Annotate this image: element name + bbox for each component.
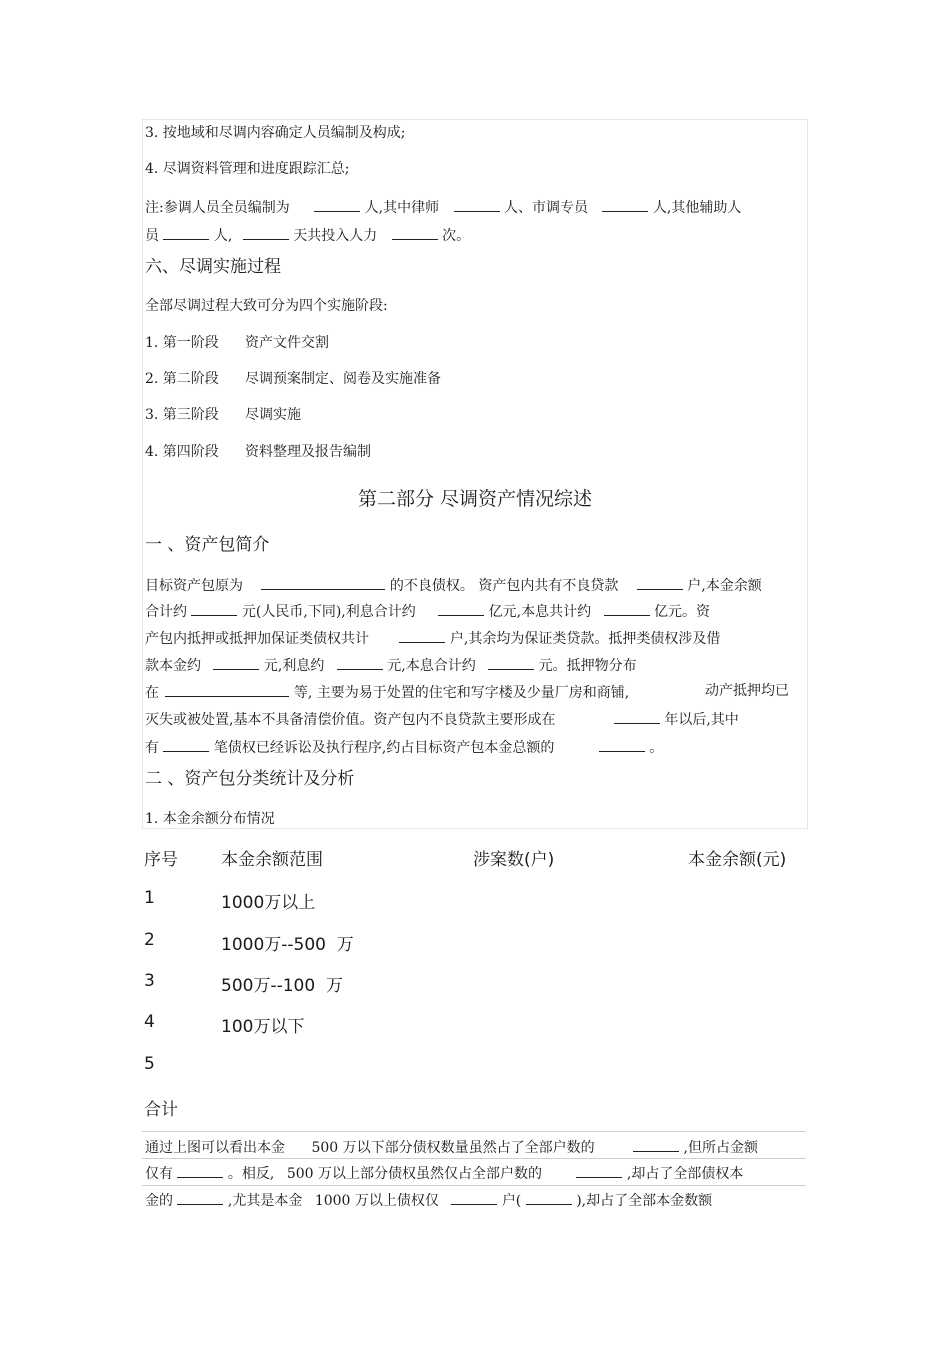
- para-text: ,但所占金额: [683, 1140, 758, 1156]
- blank-field[interactable]: [454, 197, 500, 212]
- table-header-count: 涉案数(户): [473, 850, 555, 870]
- para-text: 亿元,本息共计约: [488, 604, 592, 620]
- note-text: 人,其他辅助人: [652, 200, 742, 216]
- stage-item: [145, 443, 805, 461]
- stage-number: 4. 第四阶段: [145, 444, 219, 460]
- para-text: ,尤其是本金: [227, 1193, 303, 1209]
- blank-field[interactable]: [163, 737, 209, 752]
- para-text: 等, 主要为易于处置的住宅和写字楼及少量厂房和商铺,: [293, 685, 630, 701]
- blank-field[interactable]: [438, 601, 484, 616]
- para-text: 灭失或被处置,基本不具备清偿价值。资产包内不良贷款主要形成在: [145, 712, 556, 728]
- note-text: 注:参调人员全员编制为: [145, 200, 290, 216]
- blank-field[interactable]: [488, 655, 534, 670]
- blank-field[interactable]: [163, 225, 209, 240]
- stage-item: [145, 406, 805, 424]
- note-text: 人、市调专员: [503, 200, 588, 216]
- blank-field[interactable]: [637, 575, 683, 590]
- para-text: 的不良债权。 资产包内共有不良贷款: [389, 578, 619, 594]
- para-text: ),却占了全部本金数额: [576, 1193, 713, 1209]
- para-text: 有: [145, 740, 159, 756]
- blank-field[interactable]: [602, 197, 648, 212]
- para-text: 500 万以下部分债权数量虽然占了全部户数的: [311, 1140, 595, 1156]
- note-text: 员: [145, 228, 159, 244]
- para-text: 年以后,其中: [664, 712, 739, 728]
- blank-field[interactable]: [243, 225, 289, 240]
- para-line: [145, 737, 805, 757]
- para-text: 通过上图可以看出本金: [145, 1140, 285, 1156]
- staff-note-line-2: [145, 225, 805, 245]
- para-text: 500 万以上部分债权虽然仅占全部户数的: [286, 1166, 542, 1182]
- table-total: 合计: [144, 1100, 178, 1120]
- para-text: 仅有: [145, 1166, 173, 1182]
- para-text: 产包内抵押或抵押加保证类债权共计: [145, 631, 369, 647]
- para-line: [145, 628, 805, 648]
- list-item: 3. 按地域和尽调内容确定人员编制及构成;: [145, 125, 406, 141]
- para-text: 。: [649, 740, 664, 756]
- blank-field[interactable]: [261, 575, 385, 590]
- table-header-range: 本金余额范围: [221, 850, 323, 870]
- table-row-no: 5: [144, 1054, 155, 1074]
- blank-field[interactable]: [599, 737, 645, 752]
- blank-field[interactable]: [604, 601, 650, 616]
- stage-number: 3. 第三阶段: [145, 407, 219, 423]
- para-line: [145, 682, 805, 702]
- stage-desc: 尽调预案制定、阅卷及实施准备: [245, 371, 441, 387]
- analysis-line: [145, 1137, 805, 1157]
- blank-field[interactable]: [213, 655, 259, 670]
- section-heading: 六、尽调实施过程: [145, 257, 281, 277]
- list-item: 1. 本金余额分布情况: [145, 811, 275, 827]
- subsection-heading: 一 、资产包简介: [145, 535, 270, 555]
- para-text: 户(: [501, 1193, 522, 1209]
- blank-field[interactable]: [337, 655, 383, 670]
- table-row-range: 100万以下: [221, 1017, 305, 1037]
- para-text: 户,本金余额: [687, 578, 762, 594]
- table-row-no: 1: [144, 888, 155, 908]
- blank-field[interactable]: [399, 628, 445, 643]
- para-text: 。相反,: [227, 1166, 275, 1182]
- blank-field[interactable]: [576, 1163, 622, 1178]
- table-row-range: 1000万以上: [221, 893, 316, 913]
- stage-number: 1. 第一阶段: [145, 335, 219, 351]
- note-text: 天共投入人力: [293, 228, 378, 244]
- stage-item: [145, 334, 805, 352]
- list-item: 4. 尽调资料管理和进度跟踪汇总;: [145, 161, 350, 177]
- table-row-range: 500万--100 万: [221, 976, 343, 996]
- para-line: [145, 601, 805, 621]
- blank-field[interactable]: [451, 1190, 497, 1205]
- analysis-line: [145, 1163, 805, 1183]
- table-row-no: 2: [144, 930, 155, 950]
- stage-desc: 资料整理及报告编制: [245, 444, 371, 460]
- para-text: 金的: [145, 1193, 173, 1209]
- table-header-no: 序号: [144, 850, 178, 870]
- table-row-range: 1000万--500 万: [221, 935, 354, 955]
- table-row-no: 4: [144, 1012, 155, 1032]
- para-text: 款本金约: [145, 658, 201, 674]
- para-line: [145, 709, 805, 729]
- blank-field[interactable]: [526, 1190, 572, 1205]
- stage-desc: 尽调实施: [245, 407, 301, 423]
- stage-number: 2. 第二阶段: [145, 371, 219, 387]
- para-text: 元。抵押物分布: [538, 658, 637, 674]
- para-text: 目标资产包原为: [145, 578, 243, 594]
- blank-field[interactable]: [177, 1190, 223, 1205]
- para-text: 笔债权已经诉讼及执行程序,约占目标资产包本金总额的: [213, 740, 555, 756]
- stage-item: [145, 370, 805, 388]
- para-line: [145, 655, 805, 675]
- blank-field[interactable]: [177, 1163, 223, 1178]
- divider: [142, 1158, 806, 1159]
- blank-field[interactable]: [392, 225, 438, 240]
- note-text: 次。: [442, 228, 471, 244]
- divider: [142, 1185, 806, 1186]
- divider: [142, 1131, 806, 1132]
- stage-desc: 资产文件交割: [245, 335, 329, 351]
- para-text: 1000 万以上债权仅: [314, 1193, 439, 1209]
- table-header-balance: 本金余额(元): [688, 850, 787, 870]
- para-text: 户,其余均为保证类贷款。抵押类债权涉及借: [449, 631, 721, 647]
- para-text: 元,本息合计约: [387, 658, 476, 674]
- para-text: 合计约: [145, 604, 187, 620]
- blank-field[interactable]: [614, 709, 660, 724]
- section-intro: 全部尽调过程大致可分为四个实施阶段:: [145, 298, 388, 314]
- table-row-no: 3: [144, 971, 155, 991]
- para-text: 元(人民币,下同),利息合计约: [241, 604, 416, 620]
- para-text: 元,利息约: [263, 658, 325, 674]
- blank-field[interactable]: [633, 1137, 679, 1152]
- staff-note-line-1: [145, 197, 805, 217]
- blank-field[interactable]: [165, 682, 289, 697]
- blank-field[interactable]: [191, 601, 237, 616]
- analysis-line: [145, 1190, 805, 1210]
- para-text: 在: [145, 685, 159, 701]
- para-text: 亿元。资: [654, 604, 710, 620]
- subsection-heading: 二 、资产包分类统计及分析: [145, 769, 355, 789]
- para-text: 动产抵押均已: [705, 683, 789, 699]
- para-text: ,却占了全部债权本: [626, 1166, 744, 1182]
- note-text: 人,: [213, 228, 233, 244]
- para-line: [145, 575, 805, 595]
- note-text: 人,其中律师: [364, 200, 440, 216]
- blank-field[interactable]: [314, 197, 360, 212]
- part-title: 第二部分 尽调资产情况综述: [357, 488, 593, 510]
